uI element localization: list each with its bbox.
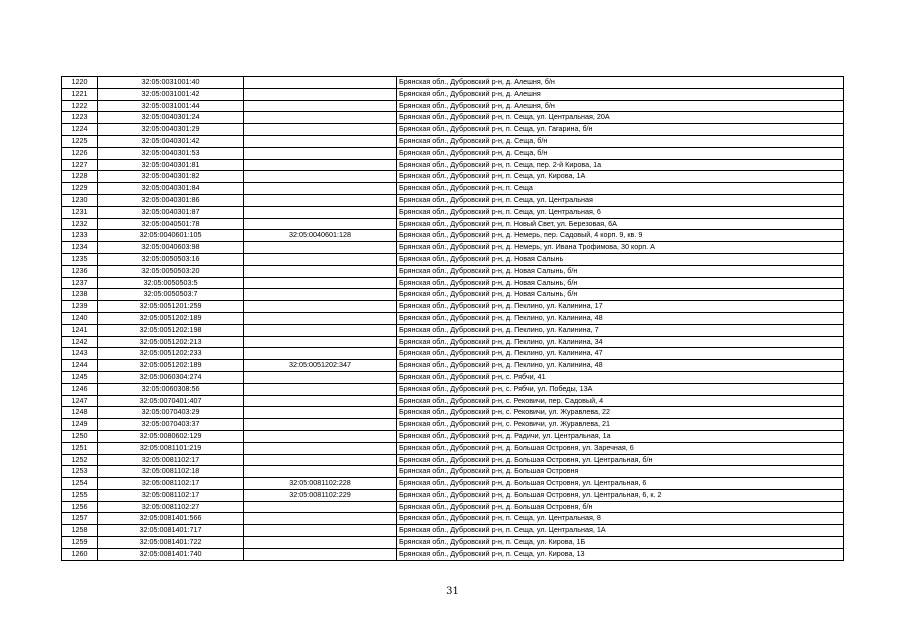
- parent-cadastral-cell: [244, 289, 397, 301]
- row-number-cell: 1221: [62, 88, 98, 100]
- row-number-cell: 1232: [62, 218, 98, 230]
- address-cell: Брянская обл., Дубровский р-н, д. Сеща, б/н: [397, 135, 844, 147]
- row-number-cell: 1231: [62, 206, 98, 218]
- row-number-cell: 1246: [62, 383, 98, 395]
- table-row: [62, 466, 844, 478]
- parent-cadastral-cell: [244, 301, 397, 313]
- row-number-cell: 1239: [62, 301, 98, 313]
- table-row: [62, 336, 844, 348]
- parent-cadastral-cell: [244, 194, 397, 206]
- address-cell: Брянская обл., Дубровский р-н, с. Рековичи, пер. Садовый, 4: [397, 395, 844, 407]
- parent-cadastral-cell: [244, 525, 397, 537]
- table-row: [62, 548, 844, 560]
- address-cell: Брянская обл., Дубровский р-н, д. Пеклино, ул. Калинина, 48: [397, 360, 844, 372]
- parent-cadastral-cell: [244, 371, 397, 383]
- address-cell: Брянская обл., Дубровский р-н, д. Пеклино, ул. Калинина, 7: [397, 324, 844, 336]
- table-row: [62, 159, 844, 171]
- cadastral-number-cell: 32:05:0081102:17: [98, 454, 244, 466]
- cadastral-number-cell: 32:05:0040601:105: [98, 230, 244, 242]
- row-number-cell: 1233: [62, 230, 98, 242]
- row-number-cell: 1247: [62, 395, 98, 407]
- cadastral-number-cell: 32:05:0040301:81: [98, 159, 244, 171]
- row-number-cell: 1220: [62, 77, 98, 89]
- table-row: [62, 301, 844, 313]
- cadastral-number-cell: 32:05:0060308:56: [98, 383, 244, 395]
- parent-cadastral-cell: [244, 442, 397, 454]
- table-row: [62, 183, 844, 195]
- address-cell: Брянская обл., Дубровский р-н, д. Новая Салынь: [397, 253, 844, 265]
- table-row: [62, 147, 844, 159]
- row-number-cell: 1254: [62, 478, 98, 490]
- row-number-cell: 1242: [62, 336, 98, 348]
- address-cell: Брянская обл., Дубровский р-н, д. Большая Островня, б/н: [397, 501, 844, 513]
- table-row: [62, 265, 844, 277]
- cadastral-number-cell: 32:05:0051202:233: [98, 348, 244, 360]
- table-row: [62, 454, 844, 466]
- cadastral-number-cell: 32:05:0040301:84: [98, 183, 244, 195]
- table-row: [62, 525, 844, 537]
- cadastral-number-cell: 32:05:0070401:407: [98, 395, 244, 407]
- row-number-cell: 1225: [62, 135, 98, 147]
- table-row: [62, 277, 844, 289]
- row-number-cell: 1258: [62, 525, 98, 537]
- table-row: [62, 383, 844, 395]
- address-cell: Брянская обл., Дубровский р-н, с. Рековичи, ул. Журавлева, 21: [397, 419, 844, 431]
- cadastral-number-cell: 32:05:0040301:24: [98, 112, 244, 124]
- row-number-cell: 1240: [62, 312, 98, 324]
- address-cell: Брянская обл., Дубровский р-н, д. Большая Островня, ул. Центральная, 6: [397, 478, 844, 490]
- cadastral-number-cell: 32:05:0051202:198: [98, 324, 244, 336]
- cadastral-number-cell: 32:05:0051202:189: [98, 312, 244, 324]
- cadastral-number-cell: 32:05:0031001:40: [98, 77, 244, 89]
- parent-cadastral-cell: [244, 312, 397, 324]
- address-cell: Брянская обл., Дубровский р-н, д. Большая Островня, ул. Центральная, б/н: [397, 454, 844, 466]
- parent-cadastral-cell: [244, 407, 397, 419]
- parent-cadastral-cell: [244, 218, 397, 230]
- parent-cadastral-cell: [244, 77, 397, 89]
- table-row: [62, 230, 844, 242]
- registry-table: [61, 76, 844, 561]
- address-cell: Брянская обл., Дубровский р-н, д. Сеща, б/н: [397, 147, 844, 159]
- cadastral-number-cell: 32:05:0080602:129: [98, 430, 244, 442]
- cadastral-number-cell: 32:05:0081102:18: [98, 466, 244, 478]
- cadastral-number-cell: 32:05:0040301:82: [98, 171, 244, 183]
- cadastral-number-cell: 32:05:0070403:37: [98, 419, 244, 431]
- row-number-cell: 1241: [62, 324, 98, 336]
- parent-cadastral-cell: [244, 419, 397, 431]
- address-cell: Брянская обл., Дубровский р-н, п. Сеща, пер. 2-й Кирова, 1а: [397, 159, 844, 171]
- address-cell: Брянская обл., Дубровский р-н, д. Радичи, ул. Центральная, 1а: [397, 430, 844, 442]
- parent-cadastral-cell: [244, 277, 397, 289]
- row-number-cell: 1238: [62, 289, 98, 301]
- parent-cadastral-cell: [244, 395, 397, 407]
- row-number-cell: 1230: [62, 194, 98, 206]
- cadastral-number-cell: 32:05:0031001:42: [98, 88, 244, 100]
- parent-cadastral-cell: 32:05:0051202:347: [244, 360, 397, 372]
- cadastral-number-cell: 32:05:0050503:7: [98, 289, 244, 301]
- cadastral-number-cell: 32:05:0040301:42: [98, 135, 244, 147]
- row-number-cell: 1255: [62, 489, 98, 501]
- table-row: [62, 395, 844, 407]
- address-cell: Брянская обл., Дубровский р-н, д. Алешня: [397, 88, 844, 100]
- parent-cadastral-cell: [244, 324, 397, 336]
- parent-cadastral-cell: [244, 147, 397, 159]
- table-row: [62, 501, 844, 513]
- parent-cadastral-cell: [244, 383, 397, 395]
- table-row: [62, 312, 844, 324]
- cadastral-number-cell: 32:05:0031001:44: [98, 100, 244, 112]
- table-row: [62, 194, 844, 206]
- parent-cadastral-cell: [244, 265, 397, 277]
- address-cell: Брянская обл., Дубровский р-н, с. Рябчи, ул. Победы, 13А: [397, 383, 844, 395]
- address-cell: Брянская обл., Дубровский р-н, д. Пеклино, ул. Калинина, 17: [397, 301, 844, 313]
- address-cell: Брянская обл., Дубровский р-н, д. Немерь, ул. Ивана Трофимова, 30 корп. А: [397, 242, 844, 254]
- parent-cadastral-cell: [244, 88, 397, 100]
- parent-cadastral-cell: 32:05:0081102:228: [244, 478, 397, 490]
- cadastral-number-cell: 32:05:0081401:717: [98, 525, 244, 537]
- row-number-cell: 1227: [62, 159, 98, 171]
- parent-cadastral-cell: [244, 242, 397, 254]
- row-number-cell: 1229: [62, 183, 98, 195]
- row-number-cell: 1259: [62, 537, 98, 549]
- row-number-cell: 1253: [62, 466, 98, 478]
- table-row: [62, 513, 844, 525]
- table-row: [62, 112, 844, 124]
- parent-cadastral-cell: 32:05:0040601:128: [244, 230, 397, 242]
- parent-cadastral-cell: [244, 454, 397, 466]
- cadastral-number-cell: 32:05:0051201:259: [98, 301, 244, 313]
- table-row: [62, 360, 844, 372]
- table-row: [62, 407, 844, 419]
- address-cell: Брянская обл., Дубровский р-н, с. Рябчи, 41: [397, 371, 844, 383]
- parent-cadastral-cell: [244, 466, 397, 478]
- row-number-cell: 1222: [62, 100, 98, 112]
- address-cell: Брянская обл., Дубровский р-н, д. Немерь, пер. Садовый, 4 корп. 9, кв. 9: [397, 230, 844, 242]
- address-cell: Брянская обл., Дубровский р-н, д. Пеклино, ул. Калинина, 34: [397, 336, 844, 348]
- parent-cadastral-cell: [244, 135, 397, 147]
- address-cell: Брянская обл., Дубровский р-н, п. Сеща, ул. Центральная, 20А: [397, 112, 844, 124]
- cadastral-number-cell: 32:05:0081102:17: [98, 478, 244, 490]
- table-row: [62, 135, 844, 147]
- row-number-cell: 1260: [62, 548, 98, 560]
- parent-cadastral-cell: [244, 548, 397, 560]
- cadastral-number-cell: 32:05:0040301:86: [98, 194, 244, 206]
- address-cell: Брянская обл., Дубровский р-н, п. Сеща, ул. Гагарина, б/н: [397, 124, 844, 136]
- cadastral-number-cell: 32:05:0051202:189: [98, 360, 244, 372]
- row-number-cell: 1256: [62, 501, 98, 513]
- cadastral-number-cell: 32:05:0081102:27: [98, 501, 244, 513]
- row-number-cell: 1249: [62, 419, 98, 431]
- address-cell: Брянская обл., Дубровский р-н, п. Сеща, ул. Центральная, 6: [397, 206, 844, 218]
- cadastral-number-cell: 32:05:0081401:740: [98, 548, 244, 560]
- parent-cadastral-cell: [244, 501, 397, 513]
- table-row: [62, 419, 844, 431]
- cadastral-number-cell: 32:05:0060304:274: [98, 371, 244, 383]
- cadastral-number-cell: 32:05:0040301:87: [98, 206, 244, 218]
- address-cell: Брянская обл., Дубровский р-н, п. Сеща, ул. Центральная, 1А: [397, 525, 844, 537]
- table-row: [62, 478, 844, 490]
- address-cell: Брянская обл., Дубровский р-н, п. Новый Свет, ул. Березовая, 6А: [397, 218, 844, 230]
- parent-cadastral-cell: [244, 206, 397, 218]
- parent-cadastral-cell: [244, 513, 397, 525]
- table-row: [62, 537, 844, 549]
- table-row: [62, 253, 844, 265]
- address-cell: Брянская обл., Дубровский р-н, д. Большая Островня, ул. Центральная, 6, к. 2: [397, 489, 844, 501]
- table-row: [62, 489, 844, 501]
- address-cell: Брянская обл., Дубровский р-н, д. Пеклино, ул. Калинина, 47: [397, 348, 844, 360]
- address-cell: Брянская обл., Дубровский р-н, с. Рековичи, ул. Журавлева, 22: [397, 407, 844, 419]
- table-row: [62, 442, 844, 454]
- cadastral-number-cell: 32:05:0081401:722: [98, 537, 244, 549]
- row-number-cell: 1226: [62, 147, 98, 159]
- cadastral-number-cell: 32:05:0040301:53: [98, 147, 244, 159]
- row-number-cell: 1243: [62, 348, 98, 360]
- row-number-cell: 1236: [62, 265, 98, 277]
- cadastral-number-cell: 32:05:0070403:29: [98, 407, 244, 419]
- parent-cadastral-cell: [244, 112, 397, 124]
- cadastral-number-cell: 32:05:0081102:17: [98, 489, 244, 501]
- row-number-cell: 1223: [62, 112, 98, 124]
- parent-cadastral-cell: [244, 171, 397, 183]
- address-cell: Брянская обл., Дубровский р-н, п. Сеща, ул. Кирова, 13: [397, 548, 844, 560]
- table-row: [62, 324, 844, 336]
- row-number-cell: 1237: [62, 277, 98, 289]
- row-number-cell: 1252: [62, 454, 98, 466]
- address-cell: Брянская обл., Дубровский р-н, п. Сеща, ул. Центральная, 8: [397, 513, 844, 525]
- address-cell: Брянская обл., Дубровский р-н, д. Алешня, б/н: [397, 100, 844, 112]
- address-cell: Брянская обл., Дубровский р-н, п. Сеща: [397, 183, 844, 195]
- row-number-cell: 1257: [62, 513, 98, 525]
- parent-cadastral-cell: [244, 537, 397, 549]
- table-row: [62, 88, 844, 100]
- parent-cadastral-cell: [244, 253, 397, 265]
- row-number-cell: 1235: [62, 253, 98, 265]
- table-row: [62, 171, 844, 183]
- cadastral-number-cell: 32:05:0050503:16: [98, 253, 244, 265]
- row-number-cell: 1245: [62, 371, 98, 383]
- page-number: 31: [446, 586, 459, 597]
- cadastral-number-cell: 32:05:0050503:5: [98, 277, 244, 289]
- row-number-cell: 1234: [62, 242, 98, 254]
- table-row: [62, 430, 844, 442]
- parent-cadastral-cell: [244, 348, 397, 360]
- cadastral-number-cell: 32:05:0081401:566: [98, 513, 244, 525]
- address-cell: Брянская обл., Дубровский р-н, п. Сеща, ул. Центральная: [397, 194, 844, 206]
- table-row: [62, 371, 844, 383]
- cadastral-number-cell: 32:05:0040603:98: [98, 242, 244, 254]
- parent-cadastral-cell: [244, 183, 397, 195]
- parent-cadastral-cell: [244, 336, 397, 348]
- table-row: [62, 124, 844, 136]
- parent-cadastral-cell: 32:05:0081102:229: [244, 489, 397, 501]
- cadastral-number-cell: 32:05:0040501:78: [98, 218, 244, 230]
- table-row: [62, 348, 844, 360]
- table-row: [62, 289, 844, 301]
- registry-table-body: [62, 77, 844, 561]
- parent-cadastral-cell: [244, 430, 397, 442]
- address-cell: Брянская обл., Дубровский р-н, д. Алешня, б/н: [397, 77, 844, 89]
- table-row: [62, 242, 844, 254]
- row-number-cell: 1224: [62, 124, 98, 136]
- parent-cadastral-cell: [244, 124, 397, 136]
- table-row: [62, 218, 844, 230]
- address-cell: Брянская обл., Дубровский р-н, д. Новая Салынь, б/н: [397, 289, 844, 301]
- cadastral-number-cell: 32:05:0040301:29: [98, 124, 244, 136]
- row-number-cell: 1228: [62, 171, 98, 183]
- address-cell: Брянская обл., Дубровский р-н, д. Большая Островня, ул. Заречная, 6: [397, 442, 844, 454]
- address-cell: Брянская обл., Дубровский р-н, д. Новая Салынь, б/н: [397, 277, 844, 289]
- address-cell: Брянская обл., Дубровский р-н, д. Пеклино, ул. Калинина, 48: [397, 312, 844, 324]
- table-row: [62, 100, 844, 112]
- row-number-cell: 1250: [62, 430, 98, 442]
- table-row: [62, 77, 844, 89]
- address-cell: Брянская обл., Дубровский р-н, д. Большая Островня: [397, 466, 844, 478]
- cadastral-number-cell: 32:05:0051202:213: [98, 336, 244, 348]
- row-number-cell: 1251: [62, 442, 98, 454]
- cadastral-number-cell: 32:05:0050503:20: [98, 265, 244, 277]
- address-cell: Брянская обл., Дубровский р-н, д. Новая Салынь, б/н: [397, 265, 844, 277]
- table-row: [62, 206, 844, 218]
- address-cell: Брянская обл., Дубровский р-н, п. Сеща, ул. Кирова, 1Б: [397, 537, 844, 549]
- cadastral-number-cell: 32:05:0081101:219: [98, 442, 244, 454]
- parent-cadastral-cell: [244, 159, 397, 171]
- row-number-cell: 1248: [62, 407, 98, 419]
- address-cell: Брянская обл., Дубровский р-н, п. Сеща, ул. Кирова, 1А: [397, 171, 844, 183]
- row-number-cell: 1244: [62, 360, 98, 372]
- parent-cadastral-cell: [244, 100, 397, 112]
